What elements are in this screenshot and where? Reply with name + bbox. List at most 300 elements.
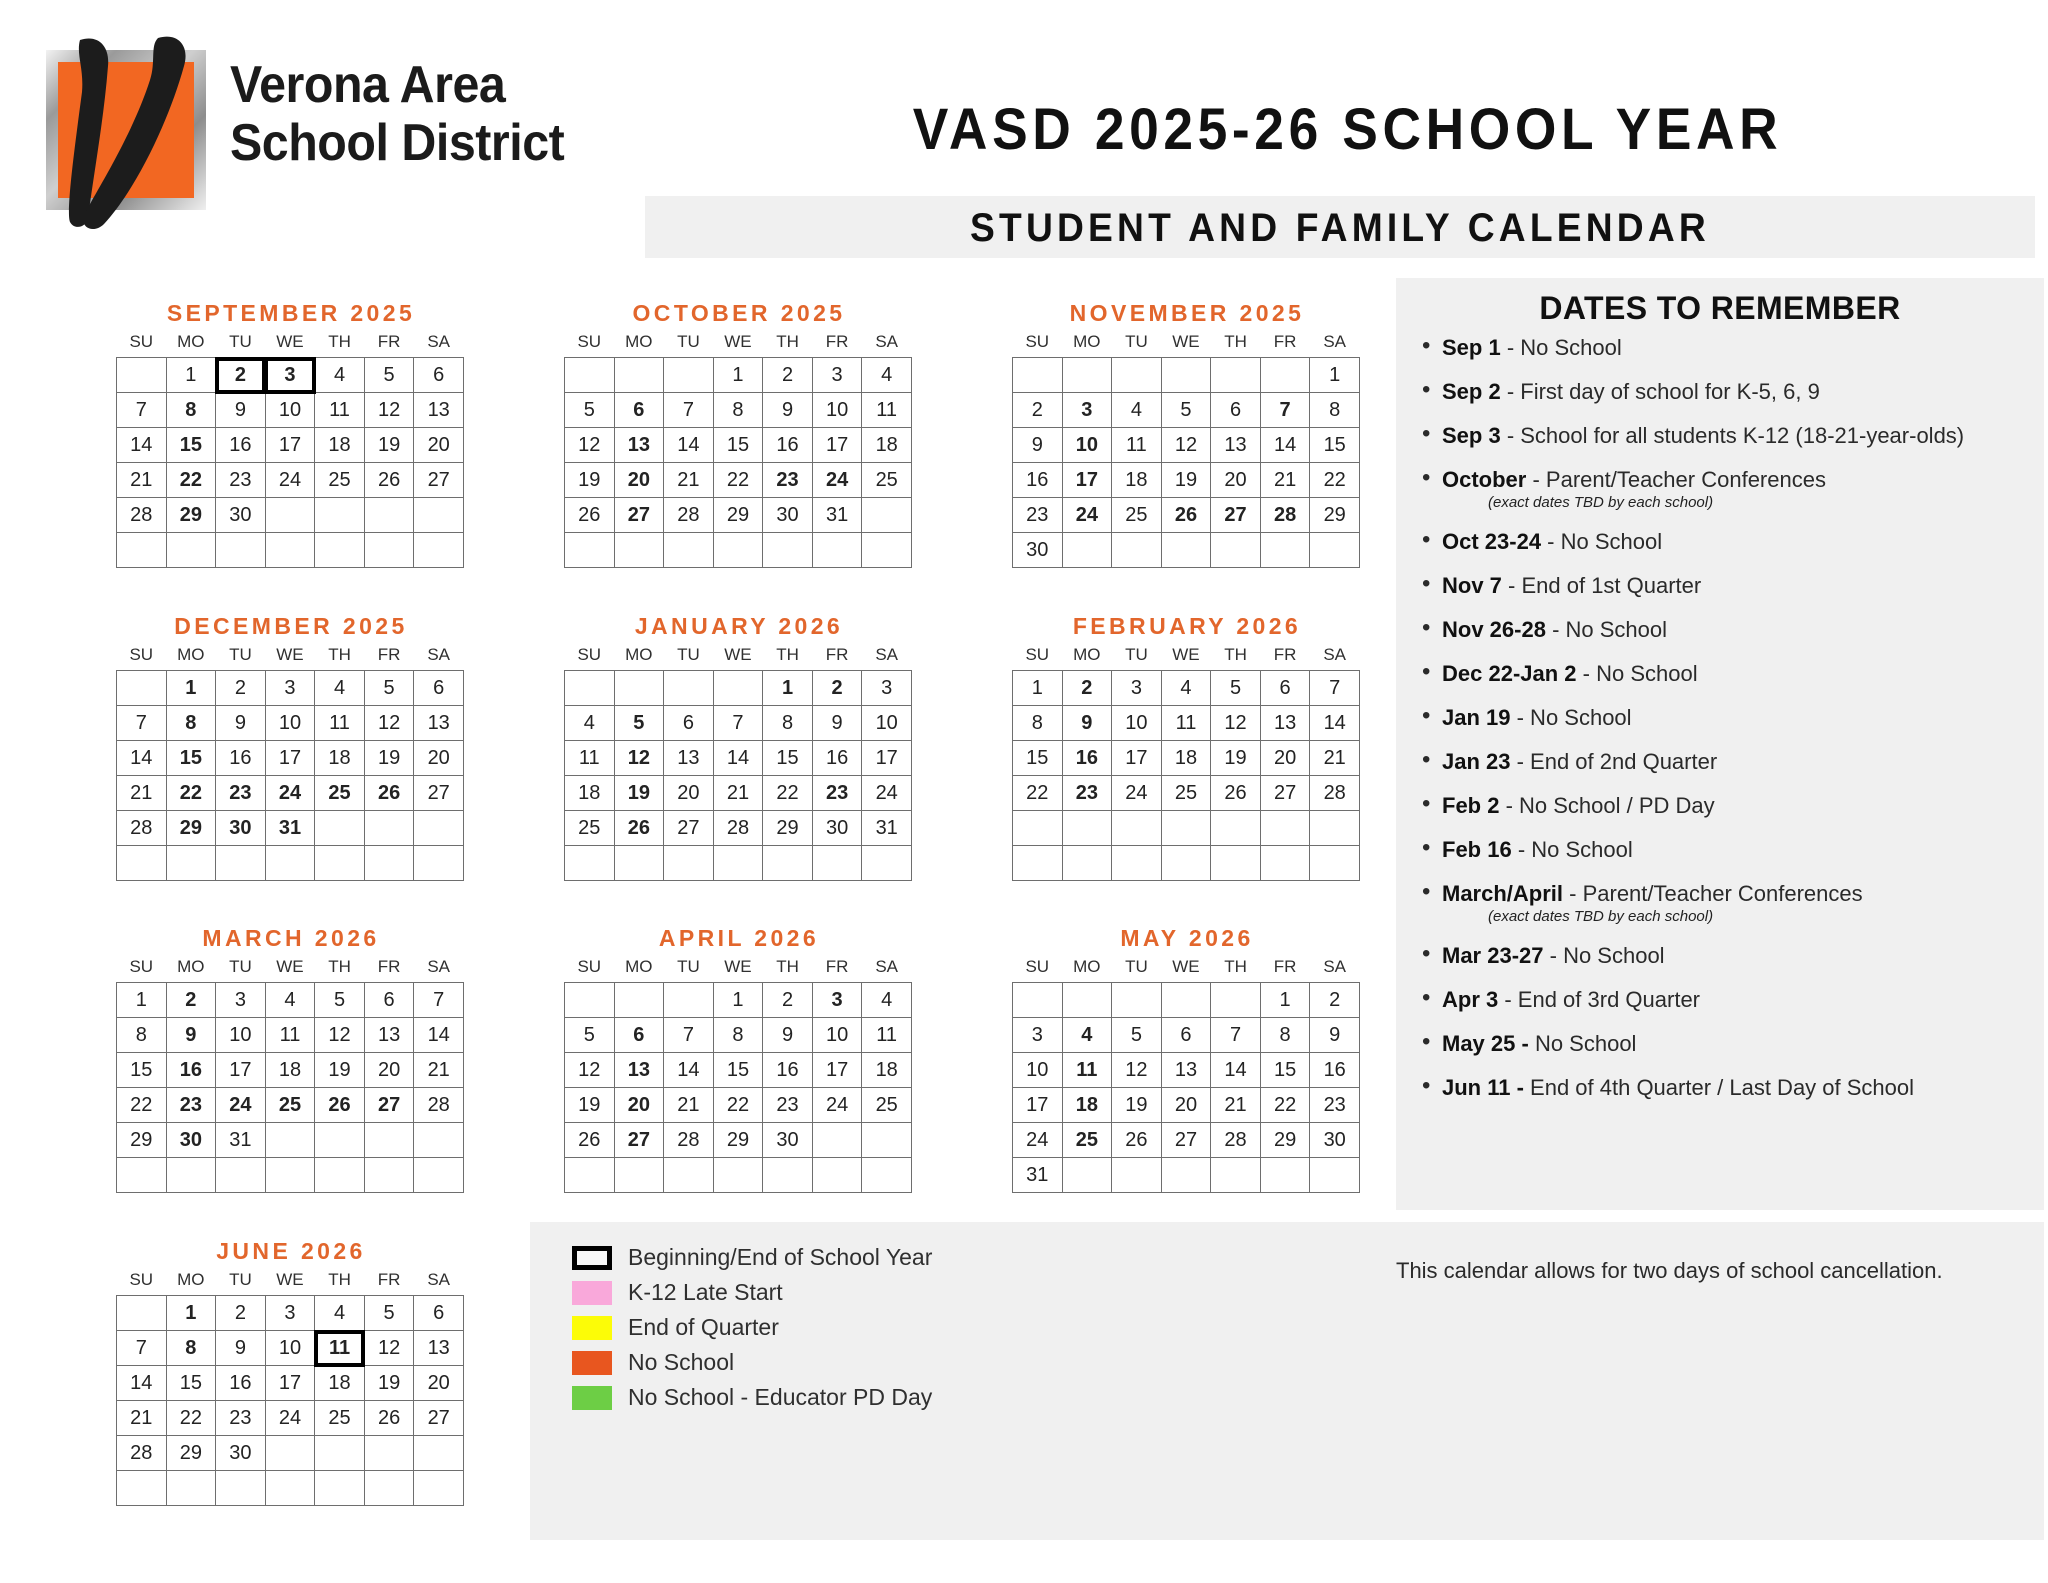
day-cell[interactable]: 23 (1310, 1088, 1360, 1123)
day-cell[interactable]: 22 (713, 1088, 763, 1123)
day-cell[interactable]: 25 (315, 463, 365, 498)
day-cell[interactable]: 26 (1211, 776, 1261, 811)
day-cell[interactable]: 12 (565, 1053, 615, 1088)
day-cell[interactable]: 4 (1161, 671, 1211, 706)
day-cell[interactable]: 14 (414, 1018, 464, 1053)
day-cell[interactable]: 31 (862, 811, 912, 846)
day-cell[interactable]: 3 (1013, 1018, 1063, 1053)
day-cell[interactable]: 1 (1310, 358, 1360, 393)
day-cell[interactable]: 19 (1211, 741, 1261, 776)
day-cell[interactable]: 21 (414, 1053, 464, 1088)
day-cell[interactable]: 27 (414, 1401, 464, 1436)
day-cell[interactable]: 5 (364, 1296, 414, 1331)
day-cell[interactable]: 11 (315, 393, 365, 428)
day-cell[interactable]: 22 (117, 1088, 167, 1123)
day-cell[interactable]: 25 (315, 776, 365, 811)
day-cell[interactable]: 6 (664, 706, 714, 741)
day-cell[interactable]: 22 (1310, 463, 1360, 498)
day-cell[interactable]: 16 (763, 428, 813, 463)
day-cell[interactable]: 6 (614, 1018, 664, 1053)
day-cell[interactable]: 25 (1112, 498, 1162, 533)
day-cell[interactable]: 23 (166, 1088, 216, 1123)
day-cell[interactable]: 12 (315, 1018, 365, 1053)
day-cell[interactable]: 1 (166, 671, 216, 706)
day-cell[interactable]: 28 (1211, 1123, 1261, 1158)
day-cell[interactable]: 30 (1310, 1123, 1360, 1158)
day-cell[interactable]: 27 (614, 498, 664, 533)
day-cell[interactable]: 28 (1260, 498, 1310, 533)
day-cell[interactable]: 19 (565, 463, 615, 498)
day-cell[interactable]: 9 (1013, 428, 1063, 463)
day-cell[interactable]: 8 (166, 1331, 216, 1366)
day-cell[interactable]: 1 (166, 358, 216, 393)
day-cell[interactable]: 25 (265, 1088, 315, 1123)
day-cell[interactable]: 4 (1062, 1018, 1112, 1053)
day-cell[interactable]: 4 (862, 358, 912, 393)
day-cell[interactable]: 24 (1062, 498, 1112, 533)
day-cell[interactable]: 10 (265, 393, 315, 428)
day-cell[interactable]: 10 (1112, 706, 1162, 741)
day-cell[interactable]: 30 (763, 1123, 813, 1158)
day-cell[interactable]: 12 (364, 706, 414, 741)
day-cell[interactable]: 3 (265, 671, 315, 706)
day-cell[interactable]: 12 (1211, 706, 1261, 741)
day-cell[interactable]: 28 (414, 1088, 464, 1123)
day-cell[interactable]: 24 (216, 1088, 266, 1123)
day-cell[interactable]: 13 (1260, 706, 1310, 741)
day-cell[interactable]: 26 (315, 1088, 365, 1123)
day-cell[interactable]: 8 (166, 706, 216, 741)
day-cell[interactable]: 18 (565, 776, 615, 811)
day-cell[interactable]: 21 (1260, 463, 1310, 498)
day-cell[interactable]: 15 (1310, 428, 1360, 463)
day-cell[interactable]: 13 (364, 1018, 414, 1053)
day-cell[interactable]: 23 (1013, 498, 1063, 533)
day-cell[interactable]: 26 (364, 1401, 414, 1436)
day-cell[interactable]: 23 (763, 1088, 813, 1123)
day-cell[interactable]: 30 (216, 1436, 266, 1471)
day-cell[interactable]: 25 (315, 1401, 365, 1436)
day-cell[interactable]: 18 (862, 428, 912, 463)
day-cell[interactable]: 15 (713, 1053, 763, 1088)
day-cell[interactable]: 13 (614, 428, 664, 463)
day-cell[interactable]: 18 (1062, 1088, 1112, 1123)
day-cell[interactable]: 24 (1112, 776, 1162, 811)
day-cell[interactable]: 10 (265, 1331, 315, 1366)
day-cell[interactable]: 6 (414, 1296, 464, 1331)
day-cell[interactable]: 25 (1161, 776, 1211, 811)
day-cell[interactable]: 8 (713, 1018, 763, 1053)
day-cell[interactable]: 27 (1211, 498, 1261, 533)
day-cell[interactable]: 26 (364, 776, 414, 811)
day-cell[interactable]: 11 (1112, 428, 1162, 463)
day-cell[interactable]: 8 (713, 393, 763, 428)
day-cell[interactable]: 17 (1112, 741, 1162, 776)
day-cell[interactable]: 27 (1161, 1123, 1211, 1158)
day-cell[interactable]: 15 (1260, 1053, 1310, 1088)
day-cell[interactable]: 22 (166, 776, 216, 811)
day-cell[interactable]: 11 (1161, 706, 1211, 741)
day-cell[interactable]: 25 (1062, 1123, 1112, 1158)
day-cell[interactable]: 26 (364, 463, 414, 498)
day-cell[interactable]: 17 (1062, 463, 1112, 498)
day-cell[interactable]: 12 (614, 741, 664, 776)
day-cell[interactable]: 10 (216, 1018, 266, 1053)
day-cell[interactable]: 31 (265, 811, 315, 846)
day-cell[interactable]: 24 (1013, 1123, 1063, 1158)
day-cell[interactable]: 28 (1310, 776, 1360, 811)
day-cell[interactable]: 12 (364, 393, 414, 428)
day-cell[interactable]: 17 (1013, 1088, 1063, 1123)
day-cell[interactable]: 5 (1112, 1018, 1162, 1053)
day-cell[interactable]: 28 (664, 1123, 714, 1158)
day-cell[interactable]: 27 (414, 463, 464, 498)
day-cell[interactable]: 2 (216, 671, 266, 706)
day-cell[interactable]: 3 (862, 671, 912, 706)
day-cell[interactable]: 4 (1112, 393, 1162, 428)
day-cell[interactable]: 9 (216, 393, 266, 428)
day-cell[interactable]: 30 (216, 811, 266, 846)
day-cell[interactable]: 20 (614, 1088, 664, 1123)
day-cell[interactable]: 13 (1211, 428, 1261, 463)
day-cell[interactable]: 9 (1062, 706, 1112, 741)
day-cell[interactable]: 1 (166, 1296, 216, 1331)
day-cell[interactable]: 11 (862, 1018, 912, 1053)
day-cell[interactable]: 2 (216, 358, 266, 393)
day-cell[interactable]: 7 (1211, 1018, 1261, 1053)
day-cell[interactable]: 15 (763, 741, 813, 776)
day-cell[interactable]: 27 (664, 811, 714, 846)
day-cell[interactable]: 30 (812, 811, 862, 846)
day-cell[interactable]: 20 (414, 1366, 464, 1401)
day-cell[interactable]: 27 (414, 776, 464, 811)
day-cell[interactable]: 6 (1260, 671, 1310, 706)
day-cell[interactable]: 21 (664, 463, 714, 498)
day-cell[interactable]: 15 (166, 1366, 216, 1401)
day-cell[interactable]: 7 (1260, 393, 1310, 428)
day-cell[interactable]: 18 (315, 428, 365, 463)
day-cell[interactable]: 24 (265, 1401, 315, 1436)
day-cell[interactable]: 7 (713, 706, 763, 741)
day-cell[interactable]: 2 (216, 1296, 266, 1331)
day-cell[interactable]: 19 (1112, 1088, 1162, 1123)
day-cell[interactable]: 29 (166, 811, 216, 846)
day-cell[interactable]: 27 (364, 1088, 414, 1123)
day-cell[interactable]: 14 (1260, 428, 1310, 463)
day-cell[interactable]: 6 (414, 358, 464, 393)
day-cell[interactable]: 16 (763, 1053, 813, 1088)
day-cell[interactable]: 13 (414, 1331, 464, 1366)
day-cell[interactable]: 22 (1260, 1088, 1310, 1123)
day-cell[interactable]: 30 (166, 1123, 216, 1158)
day-cell[interactable]: 19 (315, 1053, 365, 1088)
day-cell[interactable]: 26 (565, 498, 615, 533)
day-cell[interactable]: 9 (763, 1018, 813, 1053)
day-cell[interactable]: 16 (1310, 1053, 1360, 1088)
day-cell[interactable]: 16 (166, 1053, 216, 1088)
day-cell[interactable]: 27 (614, 1123, 664, 1158)
day-cell[interactable]: 21 (713, 776, 763, 811)
day-cell[interactable]: 3 (1062, 393, 1112, 428)
day-cell[interactable]: 20 (1211, 463, 1261, 498)
day-cell[interactable]: 9 (812, 706, 862, 741)
day-cell[interactable]: 18 (1161, 741, 1211, 776)
day-cell[interactable]: 29 (763, 811, 813, 846)
day-cell[interactable]: 3 (265, 358, 315, 393)
day-cell[interactable]: 10 (812, 393, 862, 428)
day-cell[interactable]: 23 (216, 463, 266, 498)
day-cell[interactable]: 23 (763, 463, 813, 498)
day-cell[interactable]: 14 (664, 1053, 714, 1088)
day-cell[interactable]: 5 (565, 393, 615, 428)
day-cell[interactable]: 4 (265, 983, 315, 1018)
day-cell[interactable]: 31 (1013, 1158, 1063, 1193)
day-cell[interactable]: 21 (1211, 1088, 1261, 1123)
day-cell[interactable]: 16 (812, 741, 862, 776)
day-cell[interactable]: 16 (1062, 741, 1112, 776)
day-cell[interactable]: 7 (1310, 671, 1360, 706)
day-cell[interactable]: 20 (414, 741, 464, 776)
day-cell[interactable]: 7 (664, 393, 714, 428)
day-cell[interactable]: 21 (117, 776, 167, 811)
day-cell[interactable]: 13 (414, 393, 464, 428)
day-cell[interactable]: 15 (166, 741, 216, 776)
day-cell[interactable]: 11 (265, 1018, 315, 1053)
day-cell[interactable]: 8 (166, 393, 216, 428)
day-cell[interactable]: 11 (315, 1331, 365, 1366)
day-cell[interactable]: 24 (812, 1088, 862, 1123)
day-cell[interactable]: 14 (664, 428, 714, 463)
day-cell[interactable]: 5 (1161, 393, 1211, 428)
day-cell[interactable]: 25 (862, 1088, 912, 1123)
day-cell[interactable]: 15 (117, 1053, 167, 1088)
day-cell[interactable]: 14 (713, 741, 763, 776)
day-cell[interactable]: 2 (1062, 671, 1112, 706)
day-cell[interactable]: 16 (216, 1366, 266, 1401)
day-cell[interactable]: 7 (117, 706, 167, 741)
day-cell[interactable]: 12 (364, 1331, 414, 1366)
day-cell[interactable]: 20 (664, 776, 714, 811)
day-cell[interactable]: 3 (812, 358, 862, 393)
day-cell[interactable]: 17 (216, 1053, 266, 1088)
day-cell[interactable]: 26 (1161, 498, 1211, 533)
day-cell[interactable]: 26 (565, 1123, 615, 1158)
day-cell[interactable]: 7 (664, 1018, 714, 1053)
day-cell[interactable]: 8 (763, 706, 813, 741)
day-cell[interactable]: 8 (1260, 1018, 1310, 1053)
day-cell[interactable]: 30 (216, 498, 266, 533)
day-cell[interactable]: 25 (862, 463, 912, 498)
day-cell[interactable]: 2 (166, 983, 216, 1018)
day-cell[interactable]: 6 (614, 393, 664, 428)
day-cell[interactable]: 22 (713, 463, 763, 498)
day-cell[interactable]: 12 (565, 428, 615, 463)
day-cell[interactable]: 4 (862, 983, 912, 1018)
day-cell[interactable]: 19 (1161, 463, 1211, 498)
day-cell[interactable]: 10 (812, 1018, 862, 1053)
day-cell[interactable]: 14 (117, 1366, 167, 1401)
day-cell[interactable]: 14 (1211, 1053, 1261, 1088)
day-cell[interactable]: 17 (265, 741, 315, 776)
day-cell[interactable]: 15 (166, 428, 216, 463)
day-cell[interactable]: 6 (1161, 1018, 1211, 1053)
day-cell[interactable]: 22 (1013, 776, 1063, 811)
day-cell[interactable]: 21 (117, 463, 167, 498)
day-cell[interactable]: 23 (216, 1401, 266, 1436)
day-cell[interactable]: 28 (713, 811, 763, 846)
day-cell[interactable]: 1 (713, 358, 763, 393)
day-cell[interactable]: 4 (315, 1296, 365, 1331)
day-cell[interactable]: 9 (1310, 1018, 1360, 1053)
day-cell[interactable]: 19 (565, 1088, 615, 1123)
day-cell[interactable]: 19 (364, 428, 414, 463)
day-cell[interactable]: 16 (216, 428, 266, 463)
day-cell[interactable]: 3 (216, 983, 266, 1018)
day-cell[interactable]: 9 (216, 706, 266, 741)
day-cell[interactable]: 9 (216, 1331, 266, 1366)
day-cell[interactable]: 16 (216, 741, 266, 776)
day-cell[interactable]: 9 (166, 1018, 216, 1053)
day-cell[interactable]: 19 (364, 1366, 414, 1401)
day-cell[interactable]: 24 (812, 463, 862, 498)
day-cell[interactable]: 19 (614, 776, 664, 811)
day-cell[interactable]: 14 (1310, 706, 1360, 741)
day-cell[interactable]: 3 (812, 983, 862, 1018)
day-cell[interactable]: 11 (315, 706, 365, 741)
day-cell[interactable]: 16 (1013, 463, 1063, 498)
day-cell[interactable]: 5 (614, 706, 664, 741)
day-cell[interactable]: 29 (713, 1123, 763, 1158)
day-cell[interactable]: 24 (265, 776, 315, 811)
day-cell[interactable]: 2 (1013, 393, 1063, 428)
day-cell[interactable]: 5 (1211, 671, 1261, 706)
day-cell[interactable]: 18 (862, 1053, 912, 1088)
day-cell[interactable]: 18 (315, 1366, 365, 1401)
day-cell[interactable]: 2 (763, 358, 813, 393)
day-cell[interactable]: 20 (414, 428, 464, 463)
day-cell[interactable]: 20 (1161, 1088, 1211, 1123)
day-cell[interactable]: 17 (265, 1366, 315, 1401)
day-cell[interactable]: 22 (166, 1401, 216, 1436)
day-cell[interactable]: 22 (763, 776, 813, 811)
day-cell[interactable]: 18 (265, 1053, 315, 1088)
day-cell[interactable]: 29 (1310, 498, 1360, 533)
day-cell[interactable]: 13 (664, 741, 714, 776)
day-cell[interactable]: 14 (117, 428, 167, 463)
day-cell[interactable]: 26 (614, 811, 664, 846)
day-cell[interactable]: 5 (364, 671, 414, 706)
day-cell[interactable]: 30 (763, 498, 813, 533)
day-cell[interactable]: 20 (1260, 741, 1310, 776)
day-cell[interactable]: 13 (614, 1053, 664, 1088)
day-cell[interactable]: 23 (812, 776, 862, 811)
day-cell[interactable]: 4 (565, 706, 615, 741)
day-cell[interactable]: 1 (763, 671, 813, 706)
day-cell[interactable]: 10 (265, 706, 315, 741)
day-cell[interactable]: 21 (1310, 741, 1360, 776)
day-cell[interactable]: 21 (664, 1088, 714, 1123)
day-cell[interactable]: 5 (565, 1018, 615, 1053)
day-cell[interactable]: 21 (117, 1401, 167, 1436)
day-cell[interactable]: 28 (664, 498, 714, 533)
day-cell[interactable]: 22 (166, 463, 216, 498)
day-cell[interactable]: 11 (1062, 1053, 1112, 1088)
day-cell[interactable]: 4 (315, 358, 365, 393)
day-cell[interactable]: 10 (862, 706, 912, 741)
day-cell[interactable]: 29 (1260, 1123, 1310, 1158)
day-cell[interactable]: 9 (763, 393, 813, 428)
day-cell[interactable]: 18 (315, 741, 365, 776)
day-cell[interactable]: 8 (117, 1018, 167, 1053)
day-cell[interactable]: 24 (265, 463, 315, 498)
day-cell[interactable]: 30 (1013, 533, 1063, 568)
day-cell[interactable]: 29 (713, 498, 763, 533)
day-cell[interactable]: 20 (614, 463, 664, 498)
day-cell[interactable]: 5 (315, 983, 365, 1018)
day-cell[interactable]: 23 (216, 776, 266, 811)
day-cell[interactable]: 12 (1112, 1053, 1162, 1088)
day-cell[interactable]: 10 (1062, 428, 1112, 463)
day-cell[interactable]: 2 (812, 671, 862, 706)
day-cell[interactable]: 19 (364, 741, 414, 776)
day-cell[interactable]: 17 (265, 428, 315, 463)
day-cell[interactable]: 15 (1013, 741, 1063, 776)
day-cell[interactable]: 12 (1161, 428, 1211, 463)
day-cell[interactable]: 27 (1260, 776, 1310, 811)
day-cell[interactable]: 2 (1310, 983, 1360, 1018)
day-cell[interactable]: 1 (1260, 983, 1310, 1018)
day-cell[interactable]: 25 (565, 811, 615, 846)
day-cell[interactable]: 15 (713, 428, 763, 463)
day-cell[interactable]: 29 (166, 1436, 216, 1471)
day-cell[interactable]: 1 (1013, 671, 1063, 706)
day-cell[interactable]: 1 (713, 983, 763, 1018)
day-cell[interactable]: 31 (216, 1123, 266, 1158)
day-cell[interactable]: 1 (117, 983, 167, 1018)
day-cell[interactable]: 20 (364, 1053, 414, 1088)
day-cell[interactable]: 31 (812, 498, 862, 533)
day-cell[interactable]: 24 (862, 776, 912, 811)
day-cell[interactable]: 28 (117, 498, 167, 533)
day-cell[interactable]: 7 (414, 983, 464, 1018)
day-cell[interactable]: 6 (414, 671, 464, 706)
day-cell[interactable]: 4 (315, 671, 365, 706)
day-cell[interactable]: 3 (265, 1296, 315, 1331)
day-cell[interactable]: 6 (1211, 393, 1261, 428)
day-cell[interactable]: 14 (117, 741, 167, 776)
day-cell[interactable]: 29 (117, 1123, 167, 1158)
day-cell[interactable]: 7 (117, 1331, 167, 1366)
day-cell[interactable]: 11 (862, 393, 912, 428)
day-cell[interactable]: 23 (1062, 776, 1112, 811)
day-cell[interactable]: 7 (117, 393, 167, 428)
day-cell[interactable]: 5 (364, 358, 414, 393)
day-cell[interactable]: 11 (565, 741, 615, 776)
day-cell[interactable]: 13 (414, 706, 464, 741)
day-cell[interactable]: 6 (364, 983, 414, 1018)
day-cell[interactable]: 2 (763, 983, 813, 1018)
day-cell[interactable]: 28 (117, 811, 167, 846)
day-cell[interactable]: 8 (1310, 393, 1360, 428)
day-cell[interactable]: 17 (862, 741, 912, 776)
day-cell[interactable]: 28 (117, 1436, 167, 1471)
day-cell[interactable]: 13 (1161, 1053, 1211, 1088)
day-cell[interactable]: 29 (166, 498, 216, 533)
day-cell[interactable]: 18 (1112, 463, 1162, 498)
day-cell[interactable]: 26 (1112, 1123, 1162, 1158)
day-cell[interactable]: 10 (1013, 1053, 1063, 1088)
day-cell[interactable]: 3 (1112, 671, 1162, 706)
